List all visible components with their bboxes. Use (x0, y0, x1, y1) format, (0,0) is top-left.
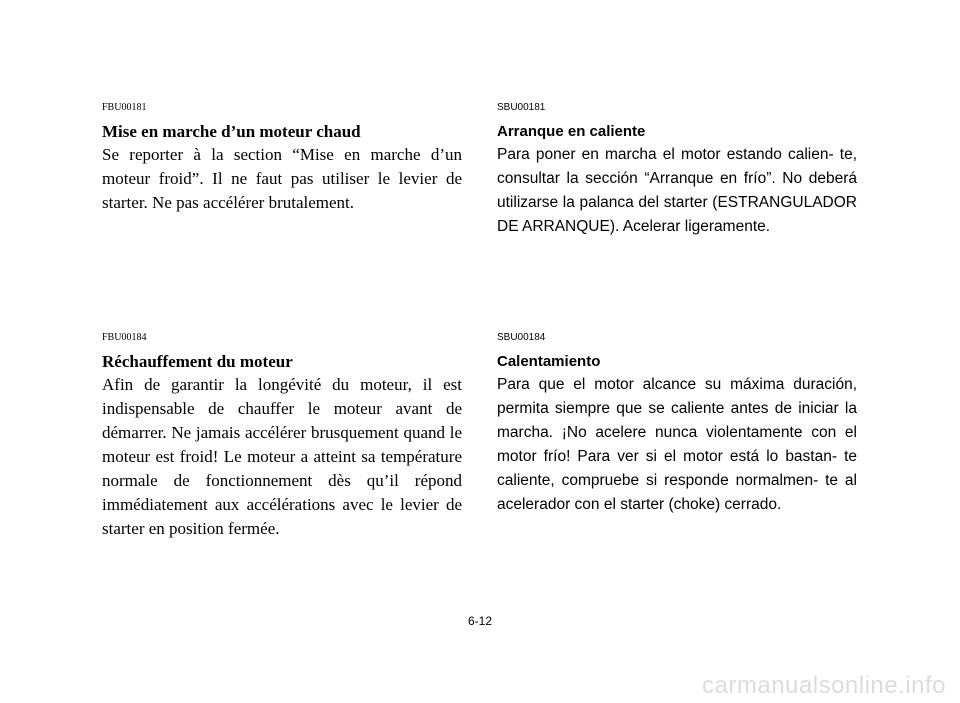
section-code: FBU00184 (102, 332, 147, 343)
section-es-hot-start (497, 102, 857, 239)
section-body: Para poner en marcha el motor estando calien- te, consultar la sección “Arranque en frío”. No deberá utilizarse la palanca del starter (ESTRANGULADOR DE ARRANQUE). Acelerar ligeramente. (497, 146, 857, 235)
section-fr-warm-up (102, 332, 462, 541)
section-code: FBU00181 (102, 102, 147, 113)
section-heading: Arranque en caliente (497, 123, 646, 140)
watermark: carmanualsonline.info (702, 672, 946, 699)
page-number: 6-12 (467, 614, 493, 628)
section-es-warm-up (497, 332, 857, 517)
section-heading: Calentamiento (497, 353, 601, 370)
section-code: SBU00181 (497, 102, 546, 113)
section-heading: Réchauffement du moteur (102, 352, 293, 371)
section-body: Se reporter à la section “Mise en marche d’un moteur froid”. Il ne faut pas utiliser le levier de starter. Ne pas accélérer brutalement. (102, 145, 462, 212)
section-fr-hot-start (102, 102, 462, 215)
section-body: Afin de garantir la longévité du moteur, il est indispensable de chauffer le moteur avant de démarrer. Ne jamais accélérer brusquement quand le moteur est froid! Le moteur a atteint sa température normale de fonctionnement dès qu’il répond immédiatement aux accélérations avec le levier de starter en position fermée. (102, 375, 462, 538)
section-heading: Mise en marche d’un moteur chaud (102, 122, 361, 141)
section-body: Para que el motor alcance su máxima duración, permita siempre que se caliente antes de iniciar la marcha. ¡No acelere nunca violentamente con el motor frío! Para ver si el motor está lo bastan- te caliente, compruebe si responde normalmen- te al acelerador con el starter (choke) cerrado. (497, 376, 857, 513)
section-code: SBU00184 (497, 332, 546, 343)
